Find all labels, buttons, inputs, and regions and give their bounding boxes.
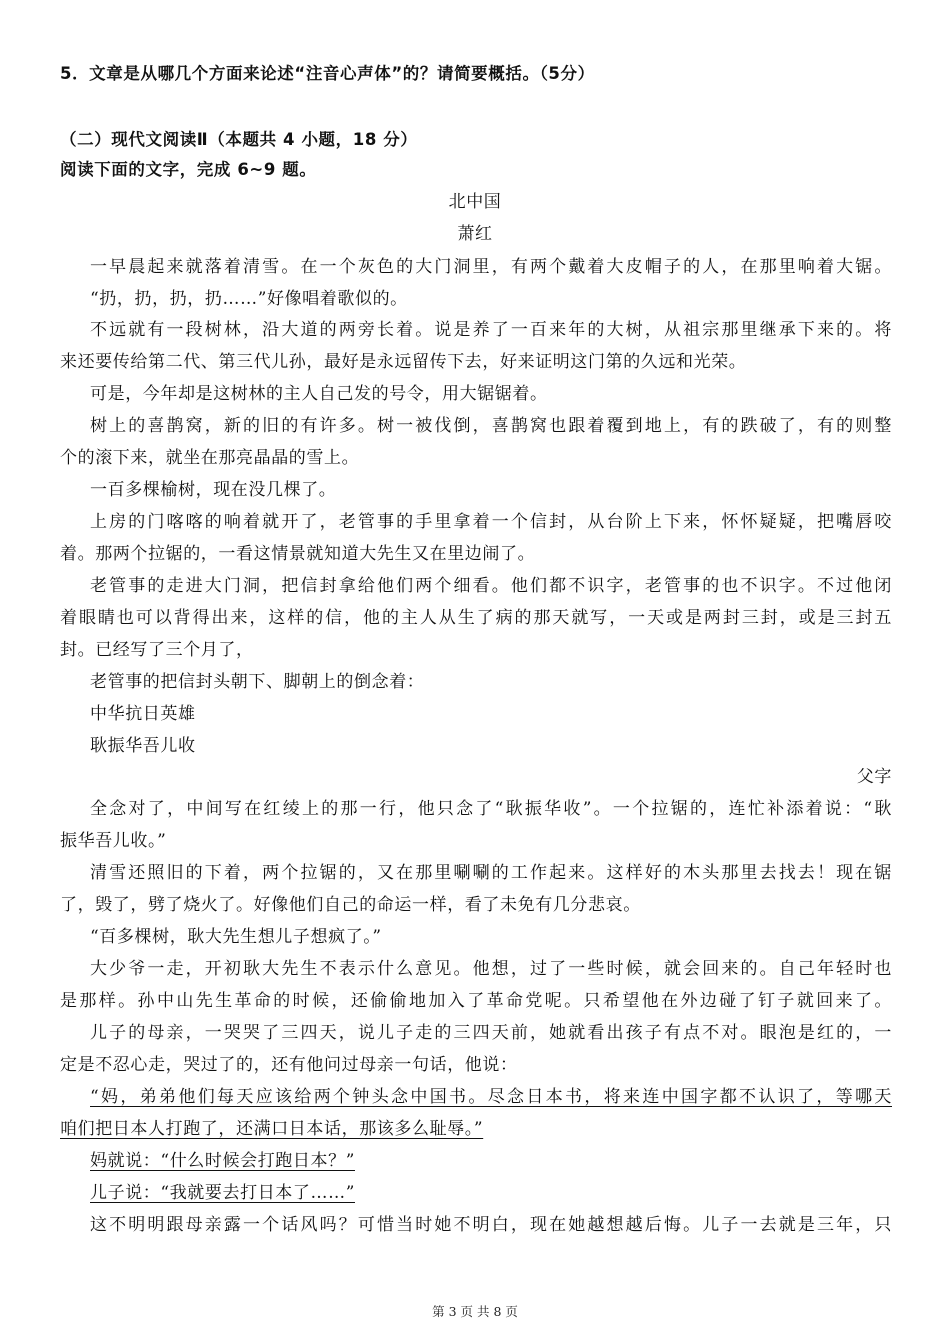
paragraph-line: 树上的喜鹊窝，新的旧的有许多。树一被伐倒，喜鹊窝也跟着覆到地上，有的跌破了，有的则整 [90, 416, 892, 436]
page-footer [0, 1304, 950, 1320]
article-title: 北中国 [448, 192, 502, 212]
paragraph-line: 着眼睛也可以背得出来，这样的信，他的主人从生了病的那天就写，一天或是两封三封，或是三封五 [60, 608, 892, 628]
paragraph-line: 振华吾儿收。” [60, 831, 167, 851]
paragraph-line: 可是，今年却是这树林的主人自己发的号令，用大锯锯着。 [90, 384, 548, 404]
paragraph-line: 一百多棵榆树，现在没几棵了。 [90, 480, 337, 500]
paragraph-line: 是那样。孙中山先生革命的时候，还偷偷地加入了革命党呢。只希望他在外边碰了钉子就回来了。 [60, 991, 892, 1011]
underlined-dialogue-line: 儿子说：“我就要去打日本了……” [90, 1183, 355, 1203]
section-header: （二）现代文阅读Ⅱ（本题共 4 小题，18 分） [60, 130, 418, 149]
letter-signature: 父字 [856, 767, 892, 787]
paragraph-line: 定是不忍心走，哭过了的，还有他问过母亲一句话，他说： [60, 1055, 518, 1075]
article-author: 萧红 [457, 224, 493, 244]
underlined-dialogue-line: 妈就说：“什么时候会打跑日本？” [90, 1151, 355, 1171]
paragraph-line: “扔，扔，扔，扔……”好像唱着歌似的。 [90, 289, 408, 309]
paragraph-line: 老管事的把信封头朝下、脚朝上的倒念着： [90, 672, 425, 692]
paragraph-line: 了，毁了，劈了烧火了。好像他们自己的命运一样，看了未免有几分悲哀。 [60, 895, 641, 915]
footer-prefix: 第 [432, 1304, 445, 1319]
paragraph-line: 全念对了，中间写在红绫上的那一行，他只念了“耿振华收”。一个拉锯的，连忙补添着说：“耿 [90, 799, 892, 819]
reading-instruction: 阅读下面的文字，完成 6~9 题。 [60, 160, 317, 179]
underlined-quote-line: 咱们把日本人打跑了，还满口日本话，那该多么耻辱。” [60, 1119, 484, 1139]
footer-page-number: 3 [448, 1304, 457, 1319]
question-5: 5．文章是从哪几个方面来论述“注音心声体”的？请简要概括。（5分） [60, 64, 595, 83]
paragraph-line: “百多棵树，耿大先生想儿子想疯了。” [90, 927, 382, 947]
footer-middle: 页 共 [460, 1304, 490, 1319]
paragraph-line: 这不明明跟母亲露一个话风吗？可惜当时她不明白，现在她越想越后悔。儿子一去就是三年，只 [90, 1215, 892, 1235]
paragraph-line: 上房的门喀喀的响着就开了，老管事的手里拿着一个信封，从台阶上下来，怀怀疑疑，把嘴唇咬 [90, 512, 892, 532]
paragraph-line: 着。那两个拉锯的，一看这情景就知道大先生又在里边闹了。 [60, 544, 536, 564]
paragraph-line: 一早晨起来就落着清雪。在一个灰色的大门洞里，有两个戴着大皮帽子的人，在那里响着大锯。 [90, 257, 892, 277]
footer-total-pages: 8 [493, 1304, 502, 1319]
paragraph-line: 不远就有一段树林，沿大道的两旁长着。说是养了一百来年的大树，从祖宗那里继承下来的。将 [90, 320, 892, 340]
letter-line: 中华抗日英雄 [90, 704, 196, 724]
paragraph-line: 儿子的母亲，一哭哭了三四天，说儿子走的三四天前，她就看出孩子有点不对。眼泡是红的，一 [90, 1023, 892, 1043]
paragraph-line: 大少爷一走，开初耿大先生不表示什么意见。他想，过了一些时候，就会回来的。自己年轻时也 [90, 959, 892, 979]
paragraph-line: 封。已经写了三个月了， [60, 640, 254, 660]
paragraph-line: 个的滚下来，就坐在那亮晶晶的雪上。 [60, 448, 360, 468]
footer-suffix: 页 [505, 1304, 518, 1319]
paragraph-line: 来还要传给第二代、第三代儿孙，最好是永远留传下去，好来证明这门第的久远和光荣。 [60, 352, 747, 372]
paragraph-line: 老管事的走进大门洞，把信封拿给他们两个细看。他们都不识字，老管事的也不识字。不过他闭 [90, 576, 892, 596]
paragraph-line: 清雪还照旧的下着，两个拉锯的，又在那里唰唰的工作起来。这样好的木头那里去找去！现在锯 [90, 863, 892, 883]
underlined-quote-line: “妈，弟弟他们每天应该给两个钟头念中国书。尽念日本书，将来连中国字都不认识了，等哪天 [90, 1087, 892, 1107]
letter-line: 耿振华吾儿收 [90, 736, 196, 756]
